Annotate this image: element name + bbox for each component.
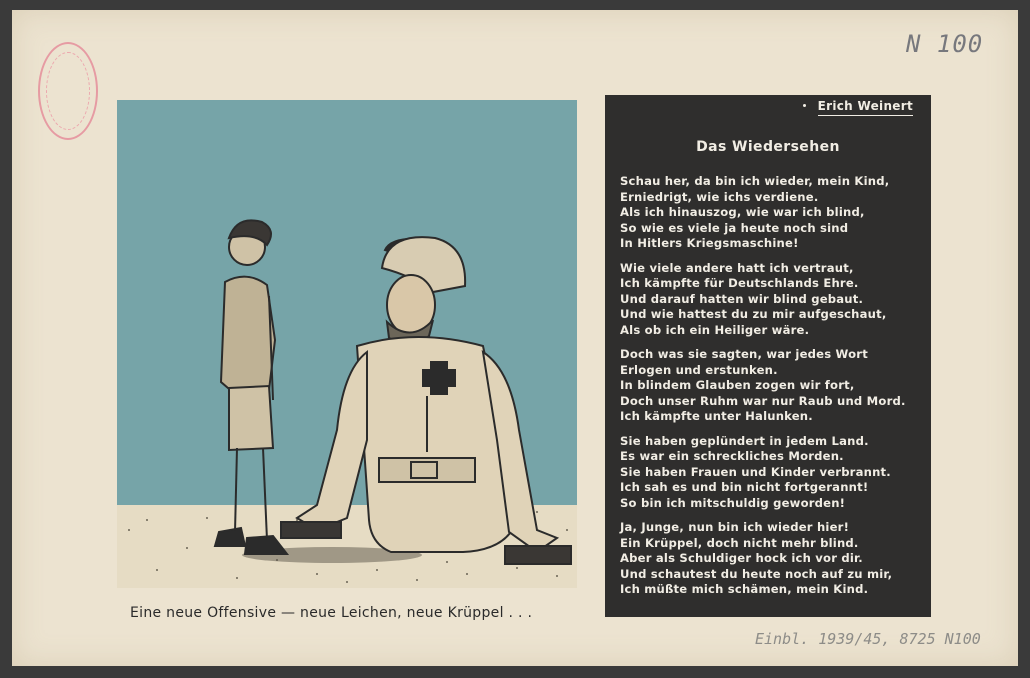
stanza [620,434,925,512]
stanza [620,520,925,598]
archive-reference: Einbl. 1939/45, 8725 N100 [755,630,981,648]
poem-author: Erich Weinert [818,99,913,116]
bullet-dot [803,104,806,107]
poem-stanzas [620,174,925,607]
poem-line: Ich müßte mich schämen, mein Kind. [620,582,869,596]
illustration-caption: Eine neue Offensive — neue Leichen, neue Krüppel . . . [130,605,533,621]
poem-line: Ich kämpfte für Deutschlands Ehre. [620,276,859,290]
poem-line: So wie es viele ja heute noch sind [620,220,849,235]
poem-panel [605,95,931,617]
poem-line: Als ich hinauszog, wie war ich blind, [620,205,865,219]
poem-line: Doch unser Ruhm war nur Raub und Mord. [620,393,906,408]
poem-line: Ich kämpfte unter Halunken. [620,409,813,423]
poem-line: So bin ich mitschuldig geworden! [620,495,846,510]
poem-line: Aber als Schuldiger hock ich vor dir. [620,551,863,565]
poem-line: Und schautest du heute noch auf zu mir, [620,566,893,581]
poem-line: Schau her, da bin ich wieder, mein Kind, [620,174,890,188]
poem-line: Doch was sie sagten, war jedes Wort [620,347,868,361]
poem-title: Das Wiedersehen [696,139,840,155]
reference-number: N 100 [906,30,984,58]
poem-line: Erniedrigt, wie ichs verdiene. [620,189,819,204]
poem-line: Ich sah es und bin nicht fortgerannt! [620,480,869,494]
poem-line: Und darauf hatten wir blind gebaut. [620,291,864,306]
poem-line: Sie haben Frauen und Kinder verbrannt. [620,464,891,479]
stanza [620,347,925,425]
leaflet-sheet [12,10,1018,666]
library-stamp [38,42,98,140]
stanza [620,261,925,339]
poem-line: Ein Krüppel, doch nicht mehr blind. [620,535,859,550]
stanza [620,174,925,252]
poem-line: Als ob ich ein Heiliger wäre. [620,322,810,337]
poem-line: Sie haben geplündert in jedem Land. [620,433,869,448]
illustration [117,100,577,588]
poem-line: Es war ein schreckliches Morden. [620,449,844,463]
poem-line: Erlogen und erstunken. [620,362,778,377]
poem-line: Ja, Junge, nun bin ich wieder hier! [620,520,850,534]
poem-line: In Hitlers Kriegsmaschine! [620,236,799,250]
poem-line: In blindem Glauben zogen wir fort, [620,378,855,392]
poem-line: Und wie hattest du zu mir aufgeschaut, [620,307,887,321]
poem-line: Wie viele andere hatt ich vertraut, [620,260,854,275]
